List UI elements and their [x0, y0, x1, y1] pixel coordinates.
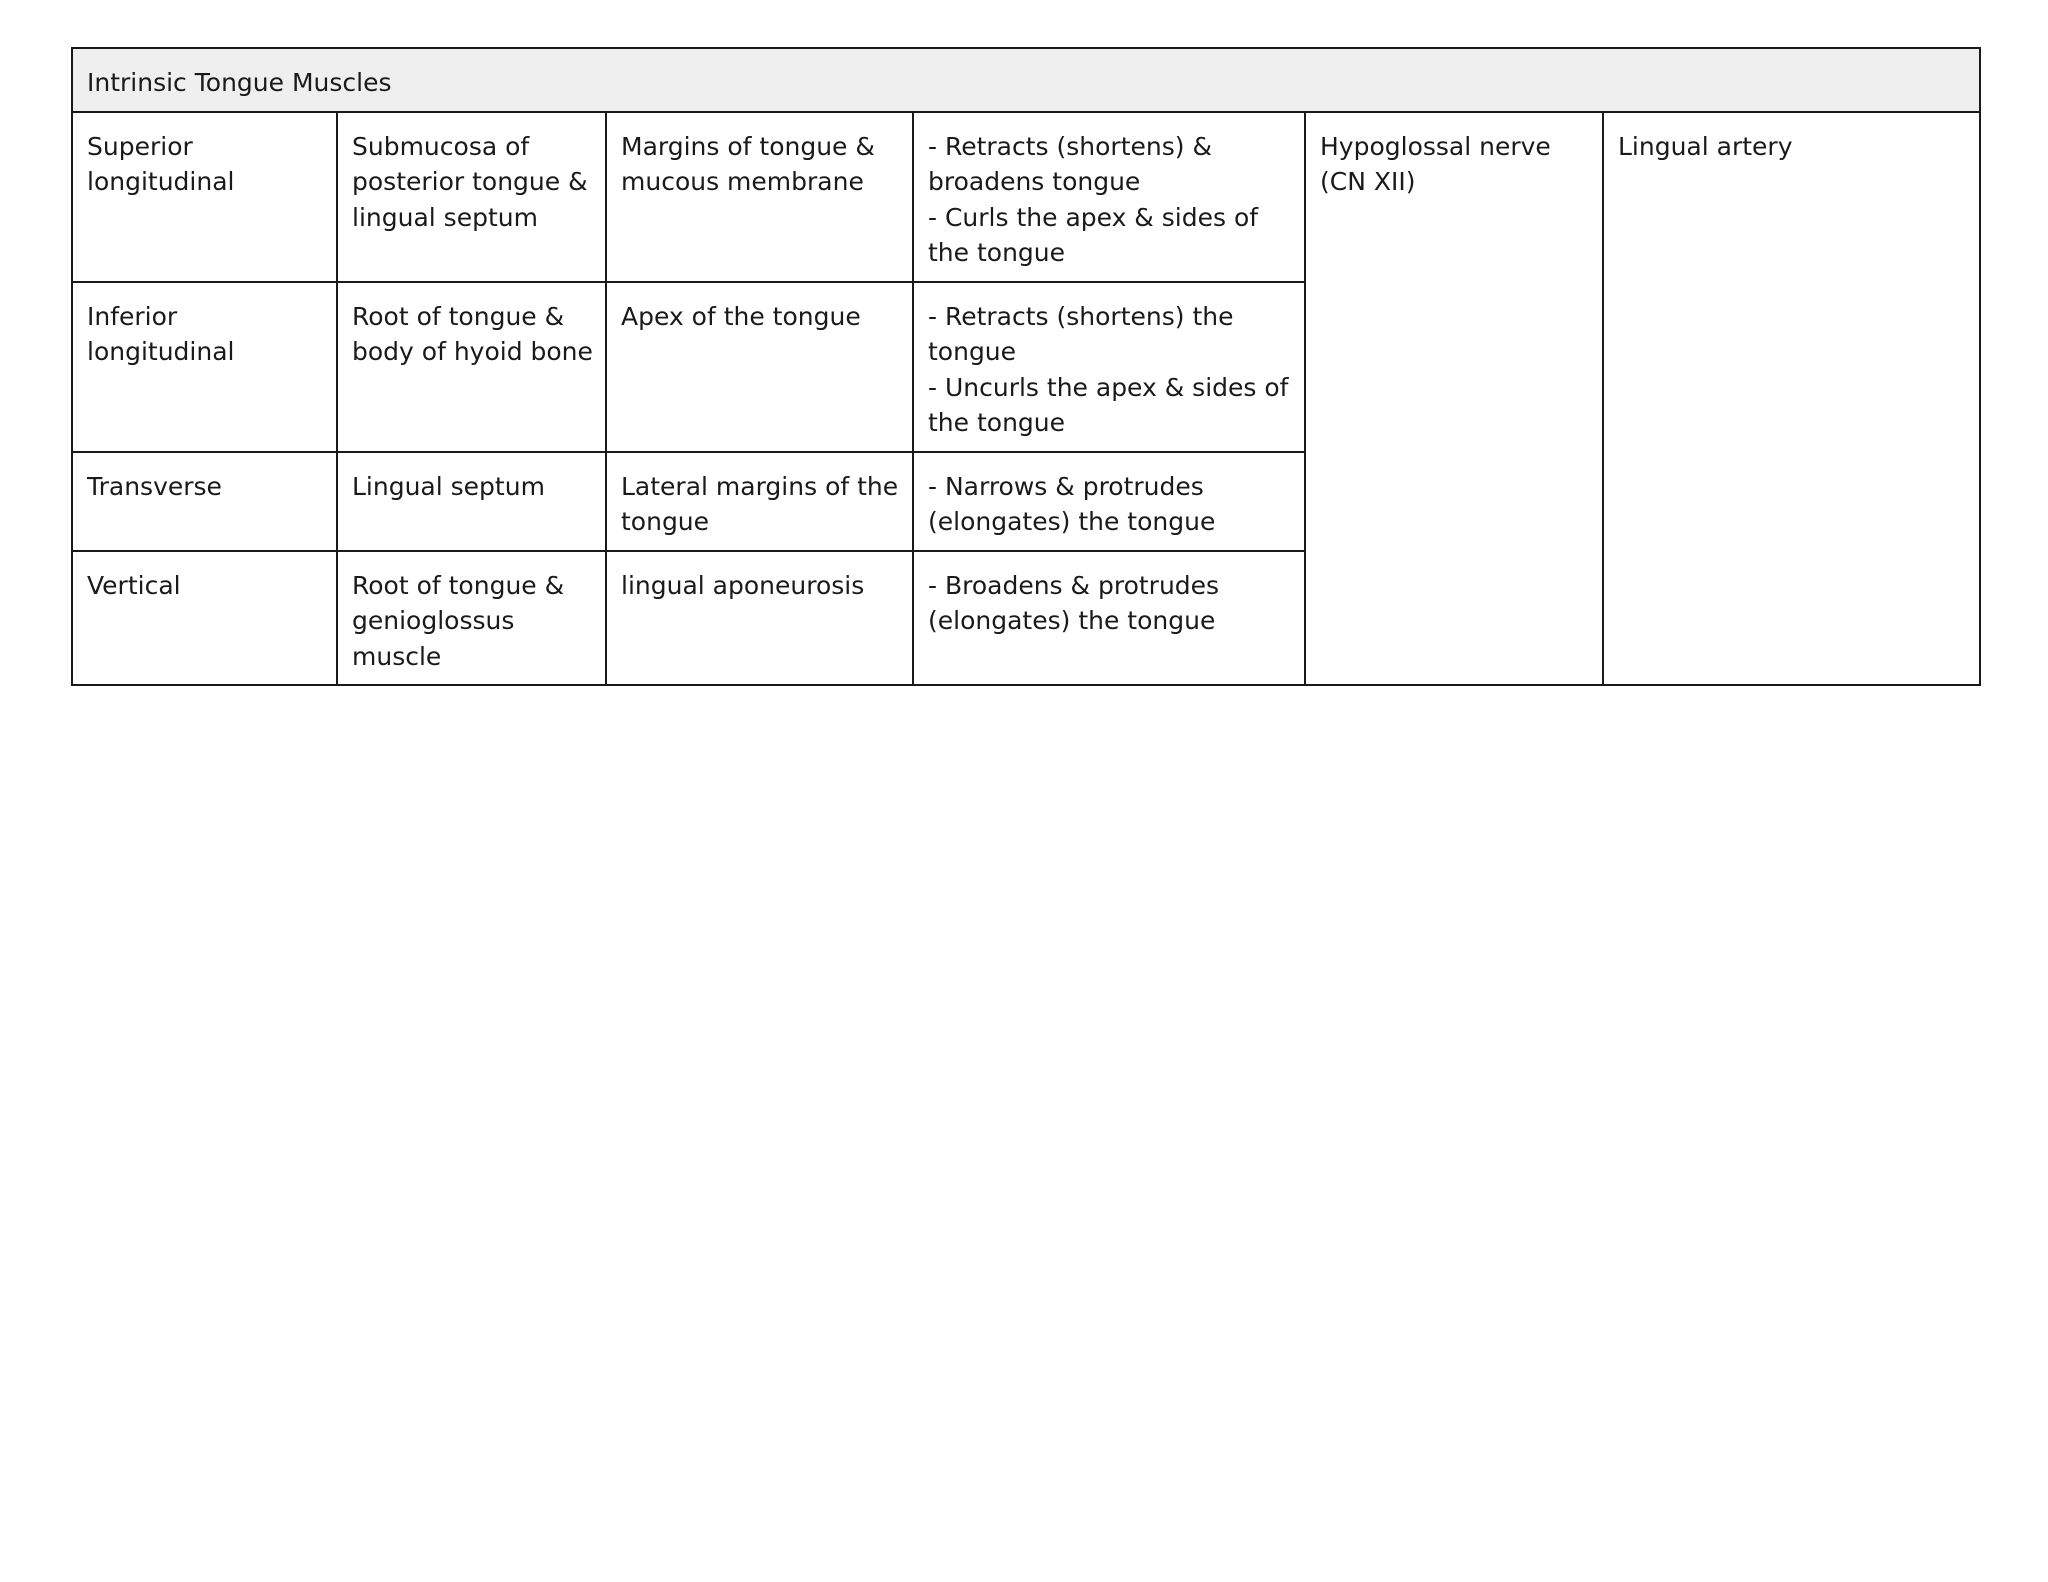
- table-row: [72, 112, 1980, 282]
- action-cell: - Retracts (shortens) the tongue - Uncurls the apex & sides of the tongue: [913, 282, 1305, 452]
- action-cell: - Narrows & protrudes (elongates) the tongue: [913, 452, 1305, 551]
- insertion-cell: Margins of tongue & mucous membrane: [606, 112, 913, 282]
- insertion-cell: Apex of the tongue: [606, 282, 913, 452]
- table-header-row: [72, 48, 1980, 112]
- intrinsic-tongue-muscles-table: [71, 47, 1981, 686]
- muscle-name-cell: Inferior longitudinal: [72, 282, 337, 452]
- innervation-cell: Hypoglossal nerve (CN XII): [1305, 112, 1603, 686]
- action-cell: - Retracts (shortens) & broadens tongue - Curls the apex & sides of the tongue: [913, 112, 1305, 282]
- muscle-name-cell: Superior longitudinal: [72, 112, 337, 282]
- muscle-name-cell: Transverse: [72, 452, 337, 551]
- insertion-cell: lingual aponeurosis: [606, 551, 913, 686]
- blood-supply-cell: Lingual artery: [1603, 112, 1980, 686]
- origin-cell: Root of tongue & body of hyoid bone: [337, 282, 606, 452]
- origin-cell: Submucosa of posterior tongue & lingual septum: [337, 112, 606, 282]
- action-cell: - Broadens & protrudes (elongates) the tongue: [913, 551, 1305, 686]
- origin-cell: Root of tongue & genioglossus muscle: [337, 551, 606, 686]
- insertion-cell: Lateral margins of the tongue: [606, 452, 913, 551]
- origin-cell: Lingual septum: [337, 452, 606, 551]
- section-title: Intrinsic Tongue Muscles: [72, 48, 1980, 112]
- muscle-name-cell: Vertical: [72, 551, 337, 686]
